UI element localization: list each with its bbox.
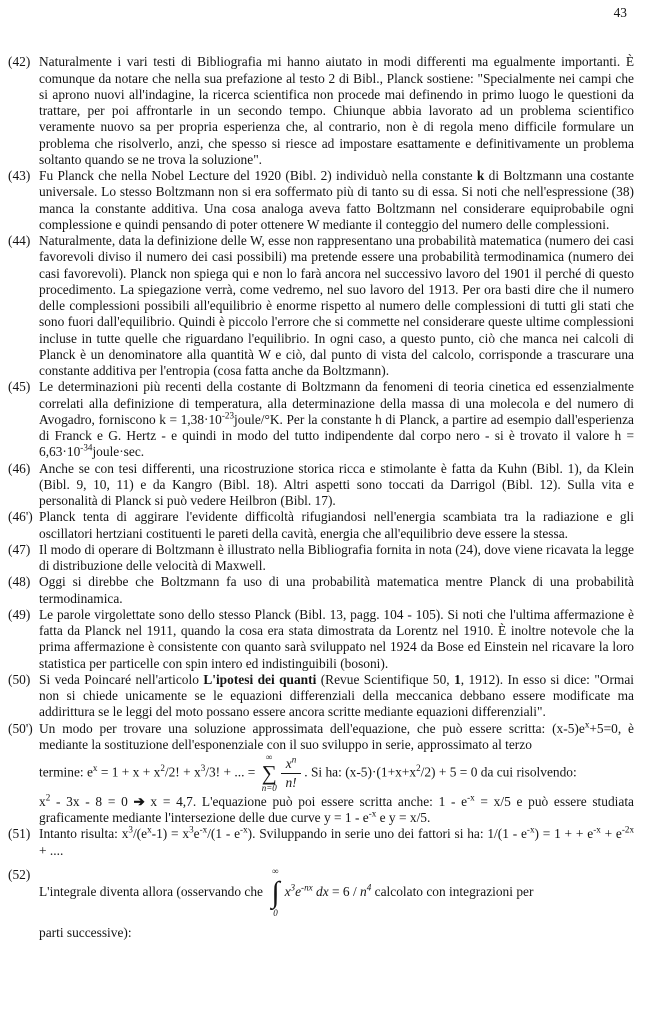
note-body	[39, 168, 635, 233]
note-body	[39, 826, 635, 859]
note-label: (46)	[8, 460, 31, 476]
text-run: (Revue Scientifique 50,	[316, 671, 455, 687]
note-paragraph	[39, 721, 634, 754]
text-run: -2x	[621, 824, 635, 835]
text-run: + ....	[39, 842, 64, 858]
text-run: 2	[160, 763, 165, 773]
text-run: /(e	[132, 826, 148, 842]
fraction	[281, 756, 302, 790]
note-item	[8, 607, 635, 672]
text-run: e	[193, 826, 200, 842]
upper-limit: ∞	[266, 752, 273, 762]
note-paragraph	[39, 233, 634, 379]
text-run: calcolato con integrazioni per	[371, 883, 534, 899]
text-run: . Si ha: (x-5)·(1+x+x	[304, 764, 417, 780]
note-item	[8, 461, 635, 510]
text-run: /(1 - e	[207, 826, 241, 842]
note-body	[39, 379, 635, 460]
integral-symbol	[269, 867, 281, 919]
note-body	[39, 867, 635, 941]
note-body	[39, 461, 635, 510]
note-paragraph	[39, 379, 634, 460]
note-body	[39, 607, 635, 672]
note-paragraph	[39, 925, 634, 941]
text-run: Un modo per trovare una soluzione approssimata dell'equazione, che può essere scritta: (x-5)e	[39, 720, 585, 736]
note-paragraph	[39, 794, 634, 827]
note-label: (44)	[8, 233, 31, 248]
note-label: (51)	[8, 826, 31, 842]
note-paragraph	[39, 607, 634, 672]
note-body	[39, 672, 635, 721]
text-run: /2) + 5 = 0 da cui risolvendo:	[420, 764, 577, 780]
text-run: = x/5 e può essere studiata graficamente mediante l'intersezione delle due curve y = 1 - e	[39, 793, 634, 826]
note-label: (50')	[8, 720, 33, 736]
text-run: x	[92, 763, 98, 773]
note-item	[8, 379, 635, 460]
summation-symbol	[262, 753, 277, 794]
text-run: n	[291, 755, 297, 766]
note-item	[8, 574, 635, 607]
note-paragraph	[39, 54, 634, 168]
text-run: 3	[128, 824, 133, 835]
text-run: dx	[312, 883, 329, 899]
text-run: Intanto risulta: x	[39, 826, 129, 842]
lower-limit: 0	[273, 907, 278, 918]
lower-limit: n=0	[261, 782, 277, 793]
note-body	[39, 54, 635, 168]
text-run: n!	[285, 774, 297, 790]
text-run: ➔	[133, 793, 145, 809]
note-paragraph	[39, 672, 634, 721]
text-run: Anche se con tesi differenti, una ricostruzione storica ricca e stimolante è fatta da Kuhn (Bibl. 1), da Klein (Bibl. 9, 10, 11) e da Kangro (Bibl. 18). Altri aspetti sono toccati da Darrigol (Bibl. 12). Sulla vita e personalità di Planck si può vedere Heilbron (Bibl. 17).	[39, 460, 634, 508]
text-run: -nx	[301, 882, 313, 893]
sum-icon: ∑	[261, 760, 277, 785]
summation-expression	[262, 753, 302, 794]
text-run: - 3x - 8 = 0	[50, 793, 134, 809]
note-label: (49)	[8, 606, 31, 622]
note-item	[8, 509, 635, 542]
note-label: (47)	[8, 541, 31, 557]
note-item	[8, 672, 635, 721]
note-label: (45)	[8, 379, 31, 395]
text-run: e y = x/5.	[376, 810, 431, 826]
integral-expression	[269, 867, 281, 919]
text-run: 2	[45, 792, 51, 803]
note-body	[39, 233, 635, 379]
text-run: /3! + ... =	[205, 764, 259, 780]
text-run: + e	[600, 826, 622, 842]
text-run: Le parole virgolettate sono dello stesso Planck (Bibl. 13, pagg. 104 - 105). Si noti che l'ultima affermazione è fatta da Planck nel 1911, quando la cosa era stata dimostrata da Lorentz nel 1910. È inoltre notevole che la prima affermazione è consistente con quanto sarà sviluppato nel 1924 da Bose ed Einstein nel ricavare la loro statistica per particelle con spin intero ed indistinguibili (bosoni).	[39, 606, 634, 671]
integral-icon: ∫	[271, 875, 280, 909]
page-number: 43	[613, 5, 627, 20]
text-run: +5=0, è mediante la sostituzione dell'esponenziale con il suo sviluppo in serie, approssimato al terzo	[39, 720, 634, 752]
note-paragraph	[39, 168, 634, 233]
text-run: -x	[368, 808, 377, 819]
text-run: -34	[80, 442, 93, 453]
note-item	[8, 168, 635, 233]
text-run: /2! + x	[164, 764, 201, 780]
upper-limit: ∞	[272, 865, 279, 876]
note-paragraph	[39, 509, 634, 542]
text-run: termine: e	[39, 764, 93, 780]
text-run: x	[284, 883, 291, 899]
text-run: Oggi si direbbe che Boltzmann fa uso di una probabilità matematica mentre Planck di una probabilità termodinamica.	[39, 574, 634, 606]
text-run: Naturalmente, data la definizione delle W, esse non rappresentano una probabilità matematica (numero dei casi favorevoli diviso il numero dei casi possibili) ma pretende essere una probabilità termodinamica (numero dei casi favorevoli). Planck non spiega qui e non lo farà ancora nel successivo lavoro del 1901 il perché di questo procedimento. La spiegazione verrà, come vedremo, nel suo lavoro del 1913. Per ora basti dire che il numero delle complessioni possibili all'equilibrio è enorme rispetto al numero delle complessioni di tutti gli stati che sono fuori dall'equilibrio. Quindi è piccolo l'errore che si commette nel considerare queste ultime complessioni incluse in tutte quelle che riguardano l'equilibrio. In ogni caso, a questo punto, ciò che manca nei calcoli di Planck è un denominatore alla quantità W e ciò, dal punto di vista del calcolo, corrisponde a trascurare una constante additiva per l'entropia (cosa fatta anche da Boltzmann).	[39, 233, 634, 378]
text-run: 1	[454, 671, 461, 687]
text-run: parti successive):	[39, 924, 132, 940]
note-item	[8, 826, 635, 859]
text-run: -1) = x	[151, 826, 190, 842]
note-label: (50)	[8, 671, 31, 687]
text-run: 3	[189, 824, 194, 835]
text-run: -x	[199, 824, 208, 835]
text-run: x	[39, 793, 46, 809]
text-run: x	[584, 719, 590, 730]
note-paragraph	[39, 826, 634, 859]
text-run: -x	[240, 824, 248, 835]
text-run: = 6 /	[328, 883, 361, 899]
text-run: 3	[290, 882, 296, 893]
note-body	[39, 721, 635, 827]
text-run: x	[285, 756, 292, 772]
text-run: 3	[200, 763, 206, 773]
note-item	[8, 542, 635, 575]
text-run: -x	[593, 824, 601, 835]
text-run: x = 4,7. L'equazione può poi essere scritta anche: 1 - e	[144, 793, 468, 809]
text-run: di Boltzmann una costante universale. Lo stesso Boltzmann non si era soffermato più di tanto su di essa. Si noti che nell'espressione (38) manca la constante additiva. Una cosa analoga aveva fatto Boltzmann nel considerare equiprobabile ogni complessione e quindi pensando di poter ottenere W mediante il conteggio del numero delle complessioni.	[39, 168, 634, 232]
note-item	[8, 233, 635, 379]
note-paragraph	[39, 461, 634, 510]
note-body	[39, 574, 635, 607]
text-run: Fu Planck che nella Nobel Lecture del 1920 (Bibl. 2) individuò nella constante	[39, 168, 477, 183]
text-run: = 1 + x + x	[97, 764, 161, 780]
note-paragraph	[39, 542, 634, 575]
note-label: (52)	[8, 866, 31, 882]
text-run: Le determinazioni più recenti della costante di Boltzmann da fenomeni di teoria cinetica ed essenzialmente correlati alla definizione di temperatura, alla determinazione della massa di una molecola e del numero di Avogadro, forniscono k = 1,38·10	[39, 379, 634, 427]
text-run: 2	[416, 763, 421, 773]
note-body	[39, 542, 635, 575]
notes-list	[8, 54, 635, 941]
text-run: joule/°K. Per la constante h di Planck, a partire ad esempio dall'esperienza di Franck e G. Hertz - e quindi in modo del tutto indipendente dal corpo nero - si è trovato il valore h = 6,63·10	[39, 411, 634, 460]
text-run: n	[360, 883, 367, 899]
text-run: k	[476, 168, 485, 183]
note-paragraph	[39, 867, 634, 919]
fraction-numerator	[281, 756, 302, 773]
note-item	[8, 721, 635, 827]
note-item	[8, 867, 635, 941]
note-label: (48)	[8, 574, 31, 590]
text-run: -23	[221, 410, 235, 421]
text-run: Si veda Poincaré nell'articolo	[39, 671, 204, 687]
note-label: (43)	[8, 168, 31, 183]
text-run: x	[147, 824, 152, 835]
text-run: ) = 1 + + e	[534, 826, 594, 842]
note-label: (42)	[8, 54, 31, 70]
text-run: ). Sviluppando in serie uno dei fattori si ha: 1/(1 - e	[247, 826, 527, 842]
text-run: L'ipotesi dei quanti	[203, 671, 317, 687]
text-run: Planck tenta di aggirare l'evidente difficoltà rifugiandosi nell'energia scambiata tra la radiazione e gli oscillatori hertziani costituenti le pareti della cavità, energia che all'equilibrio deve essere la stessa.	[39, 509, 634, 541]
note-item	[8, 54, 635, 168]
note-label: (46')	[8, 509, 33, 525]
text-run: e	[295, 883, 302, 899]
text-run: -x	[467, 792, 475, 803]
text-run: Il modo di operare di Boltzmann è illustrato nella Bibliografia fornita in nota (24), dove viene ricavata la legge di distribuzione delle velocità di Maxwell.	[39, 541, 634, 573]
note-paragraph	[39, 574, 634, 607]
note-paragraph	[39, 753, 634, 794]
text-run: -x	[526, 824, 535, 835]
text-run: 4	[366, 882, 372, 893]
text-run: joule·sec.	[92, 444, 145, 460]
text-run: L'integrale diventa allora (osservando che	[39, 883, 267, 899]
text-run: Naturalmente i vari testi di Bibliografia mi hanno aiutato in modi differenti ma egualmente importanti. È comunque da notare che nella sua prefazione al testo 2 di Bibl., Planck sostiene: "Specialmente nei campi che si aprono nuovi all'indagine, la ricerca scientifica non procede mai definendo in primo luogo le questioni da trattare, per poi affrontarle in un secondo tempo. Chiunque abbia lavorato ad un problema scientifico veramente nuovo sa per propria esperienza che, al contrario, non è di regola meno difficile formulare un problema che risolverlo, anzi, che spesso si riesce ad impostare esattamente e definitivamente un problema soltanto quando se ne trova la soluzione".	[39, 54, 634, 167]
fraction-denominator	[285, 774, 296, 790]
note-body	[39, 509, 635, 542]
text-run: , 1912). In esso si dice: "Ormai non si chiede unicamente se le equazioni differenziali della meccanica debbano essere modificate ma addirittura se le leggi del moto possano essere ancora scritte mediante equazioni differenziali".	[39, 671, 634, 720]
